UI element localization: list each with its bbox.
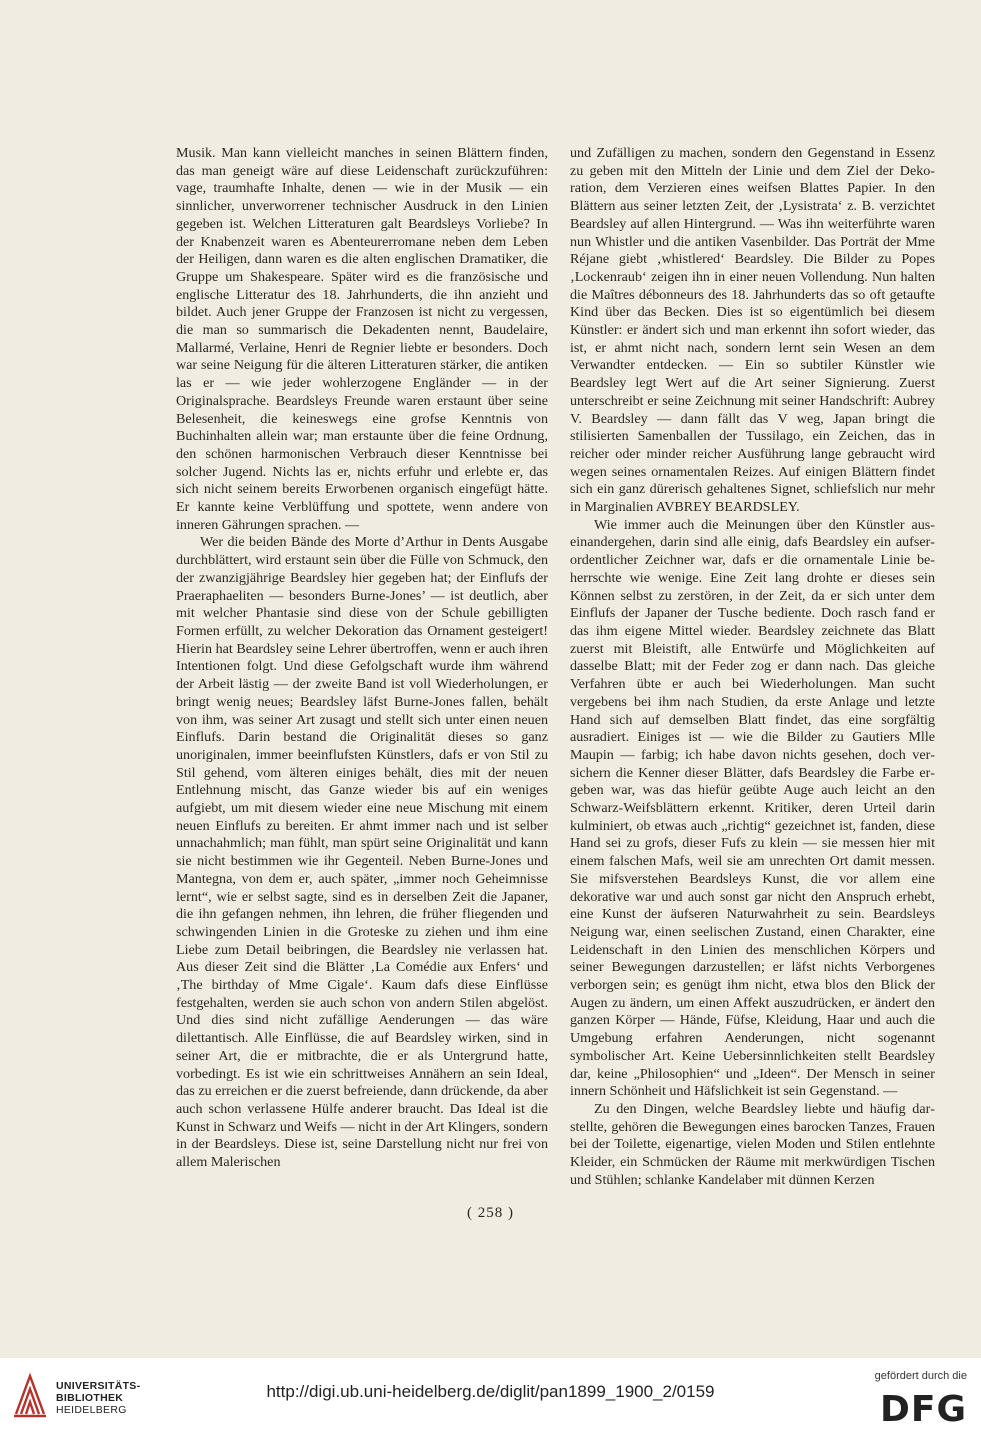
- right-text-column: [570, 145, 935, 1189]
- paragraph: Wer die beiden Bände des Morte d’Arthur in Dents Ausgabe durchblättert, wird erstaunt sein über die Fülle von Schmuck, den der zwanzigjährige Beardsley hier gegeben hat; der Einflufs der Praeraphaeliten — besonders Burne-Jones’ — ist deutlich, aber mit welcher Phantasie sind diese von der Schule gebilligten Formen erfüllt, zu welcher Dekoration das Ornament gesteigert! Hierin hat Beardsley seine Lehrer übertroffen, wenn er auch ihren Intentionen folgt. Und diese Gefolgschaft wurde ihm während der Arbeit lästig — der zweite Band ist voll Wiederholungen, er bringt wenig neues; Beardsley läfst Burne-Jones fallen, behält von ihm, was seiner Art zusagt und stellt sich unter einen neuen Einflufs. Darin bestand die Originalität dieses so ganz unoriginalen, immer beeinflufsten Künstlers, dafs er von Stil zu Stil gehend, vom älteren einiges behält, dies mit der neuen Entlehnung mischt, das Ganze wieder bis auf ein weniges aufgiebt, um mit diesem wieder eine neue Mischung mit einem neuen Einflufs zu bereiten. Er ahmt immer nach und ist selber unnachahmlich; man fühlt, man spürt seine Originalität und kann sie nicht bestimmen wie ihr Gegenteil. Neben Burne-Jones und Mantegna, von dem er, auch später, „immer noch Geheimnisse lernt“, wie er selbst sagte, sind es in derselben Zeit die Japaner, die ihn gefangen nehmen, ihn lehren, die früher fliegenden und schwingenden Linien in die Groteske zu ziehen und ihm eine Liebe zum Detail beibringen, die Beardsley nie verlassen hat. Aus dieser Zeit sind die Blätter ‚La Comédie aux Enfers‘ und ‚The birthday of Mme Cigale‘. Kaum dafs diese Einflüsse festgehalten, werden sie auch schon von andern Stilen abgelöst. Und dies sind nicht zufällige Aenderungen — das wäre dilettantisch. Alle Einflüsse, die auf Beardsley wirken, sind in seiner Art, die er mitbrachte, die er als Untergrund hatte, vorbedingt. Es ist wie ein schrittweises Annähern an sein Ideal, das zu erreichen er die zuerst befreiende, dann drückende, da aber auch schon verlassene Hülfe anderer braucht. Das Ideal ist die Kunst in Schwarz und Weifs — nicht in der Art Klingers, sondern in der Beardsleys. Diese ist, seine Darstellung nicht nur frei von allem Malerischen: [176, 534, 548, 1171]
- funded-by-label: gefördert durch die: [874, 1370, 967, 1382]
- paragraph: Zu den Dingen, welche Beardsley liebte und häufig darstellte, gehören die Bewegungen eines barocken Tanzes, Frauen bei der Toilette, eigenartige, vielen Moden und Stilen entlehnte Kleider, ein Schmücken der Räume mit merkwürdigen Tischen und Stühlen; schlanke Kandelaber mit dünnen Kerzen: [570, 1100, 935, 1188]
- institution-line: HEIDELBERG: [56, 1404, 127, 1416]
- institution-line: UNIVERSITÄTS-: [56, 1380, 141, 1392]
- paragraph: und Zufälligen zu machen, sondern den Gegenstand in Essenz zu geben mit den Mitteln der Linie und dem Ziel der Dekoration, dem Verzieren eines weifsen Blattes Papier. In den Blättern aus seiner letzten Zeit, der ‚Lysistrata‘ z. B. verzichtet Beardsley auf allen Hintergrund. — Was ihn weiterführte waren nun Whistler und die antiken Vasenbilder. Das Porträt der Mme Réjane giebt ‚whistlered‘ Beardsley. Die Bilder zu Popes ‚Lockenraub‘ zeigen ihn in einer neuen Vollendung. Nun halten die Maîtres débonneurs des 18. Jahrhunderts das so oft getaufte Kind über das Becken. Dies ist so eigentümlich bei diesem Künstler: er ändert sich und man erkennt ihn sofort wieder, das ist, er ahmt nicht nach, sondern lernt sein Wesen an dem Verwandter entdecken. — Ein so subtiler Künstler wie Beardsley legt Wert auf die Art seiner Signierung. Zuerst unterschreibt er seine Zeichnung mit seiner Handschrift: Aubrey V. Beardsley — dann fällt das V weg, Japan bringt die stilisierten Samenballen der Tussilago, ein Zeichen, das in reicher oder minder reicher Ausführung lange gebraucht wird wegen seines ornamentalen Reizes. Auf einigen Blättern findet sich ein ganz dürerisch gehaltenes Signet, schliefslich nur mehr in Marginalien AVBREY BEARDSLEY.: [570, 145, 935, 516]
- footer-bar: [0, 1358, 981, 1434]
- dfg-logo: DFG: [879, 1389, 967, 1430]
- paragraph: Musik. Man kann vielleicht manches in seinen Blättern finden, das man geneigt wäre auf diese Leidenschaft zurückzuführen: vage, traumhafte Inhalte, denen — wie in der Musik — ein sinnlicher, unverworrener technischer Ausdruck in den Linien gegeben ist. Welchen Litteraturen galt Beardsleys Vorliebe? In der Knabenzeit waren es Abenteurerromane neben dem Leben der Heiligen, dann waren es die alten englischen Dramatiker, die Gruppe um Shakespeare. Später wird es die französische und englische Litteratur des 18. Jahrhunderts, die ihn anzieht und bildet. Auch jener Gruppe der Franzosen ist nicht zu vergessen, die man so summarisch die Dekadenten nennt, Baudelaire, Mallarmé, Verlaine, Henri de Regnier liebte er besonders. Doch war seine Neigung für die älteren Litteraturen stärker, die antiken las er — wie jeder wohlerzogene Engländer — in der Originalsprache. Beardsleys Freunde waren erstaunt über seine Belesenheit, die keineswegs eine grofse Kenntnis von Buchinhalten allein war; man erstaunte über die feine Ordnung, den schönen harmonischen Verbrauch dieser Kenntnisse bei solcher Jugend. Nichts las er, nichts erfuhr und erlebte er, das sich nicht seinem bereits Erworbenen organisch eingefügt hätte. Er kannte keine Verblüffung und spottete, wenn andere von inneren Gährungen sprachen. —: [176, 145, 548, 533]
- paragraph: Wie immer auch die Meinungen über den Künstler auseinandergehen, darin sind alle einig, dafs Beardsley ein aufserordentlicher Zeichner war, dafs er die ornamentale Linie beherrschte wie wenige. Eine Zeit lang drohte er dieses sein Können selbst zu zerstören, in der Zeit, da er sich unter dem Einflufs der Japaner der Tusche bediente. Doch rasch fand er das ihm eigene Mittel wieder. Beardsley zeichnete das Blatt zuerst mit Bleistift, alle Entwürfe und Möglichkeiten auf dasselbe Blatt; mit der Feder zog er dann nach. Das gleiche Verfahren übte er auch bei Wiederholungen. Man sucht vergebens bei ihm nach Studien, da erste Anlage und letzte Hand sich auf demselben Blatt findet, das eine sorgfältig ausradiert. Einiges ist — wie die Bilder zu Gautiers Mlle Maupin — farbig; ich habe davon nichts gesehen, doch versichern die Kenner dieser Blätter, dafs Beardsley die Farbe ergeben war, was das hiefür geübte Auge auch leicht an den Schwarz-Weifsblättern erkennt. Kritiker, deren Urteil darin kulminiert, ob etwas auch „richtig“ gezeichnet ist, fanden, diese Hand sei zu grofs, dieser Fufs zu klein — sie messen hier mit einem falschen Mafs, weil sie am unrechten Ort damit messen. Sie mifsverstehen Beardsleys Kunst, die vor allem eine dekorative war und auch sonst gar nicht den Anspruch erhebt, eine Kunst der äufseren Naturwahrheit zu sein. Beardsleys Neigung war, einen seelischen Zustand, einen Charakter, eine Leidenschaft in den Linien des menschlichen Körpers und seiner Bewegungen darzustellen; er läfst nichts Verborgenes verborgen sein; es genügt ihm nicht, etwa blos den Blick der Augen zu ändern, um einen Affekt auszudrücken, er ändert den ganzen Körper — Hände, Füfse, Kleidung, Haar und auch die Umgebung erfahren Aenderungen, nicht sogenannt symbolischer Art. Keine Uebersinnlichkeiten stellt Beardsley dar, keine „Philosophien“ und „Ideen“. Der Mensch in seiner innern Schönheit und Häfslichkeit ist sein Gegenstand. —: [570, 516, 935, 1100]
- left-text-column: [176, 145, 548, 1172]
- page-number: ( 258 ): [467, 1205, 514, 1221]
- document-url-link[interactable]: http://digi.ub.uni-heidelberg.de/diglit/pan1899_1900_2/0159: [266, 1382, 715, 1401]
- institution-line: BIBLIOTHEK: [56, 1392, 124, 1404]
